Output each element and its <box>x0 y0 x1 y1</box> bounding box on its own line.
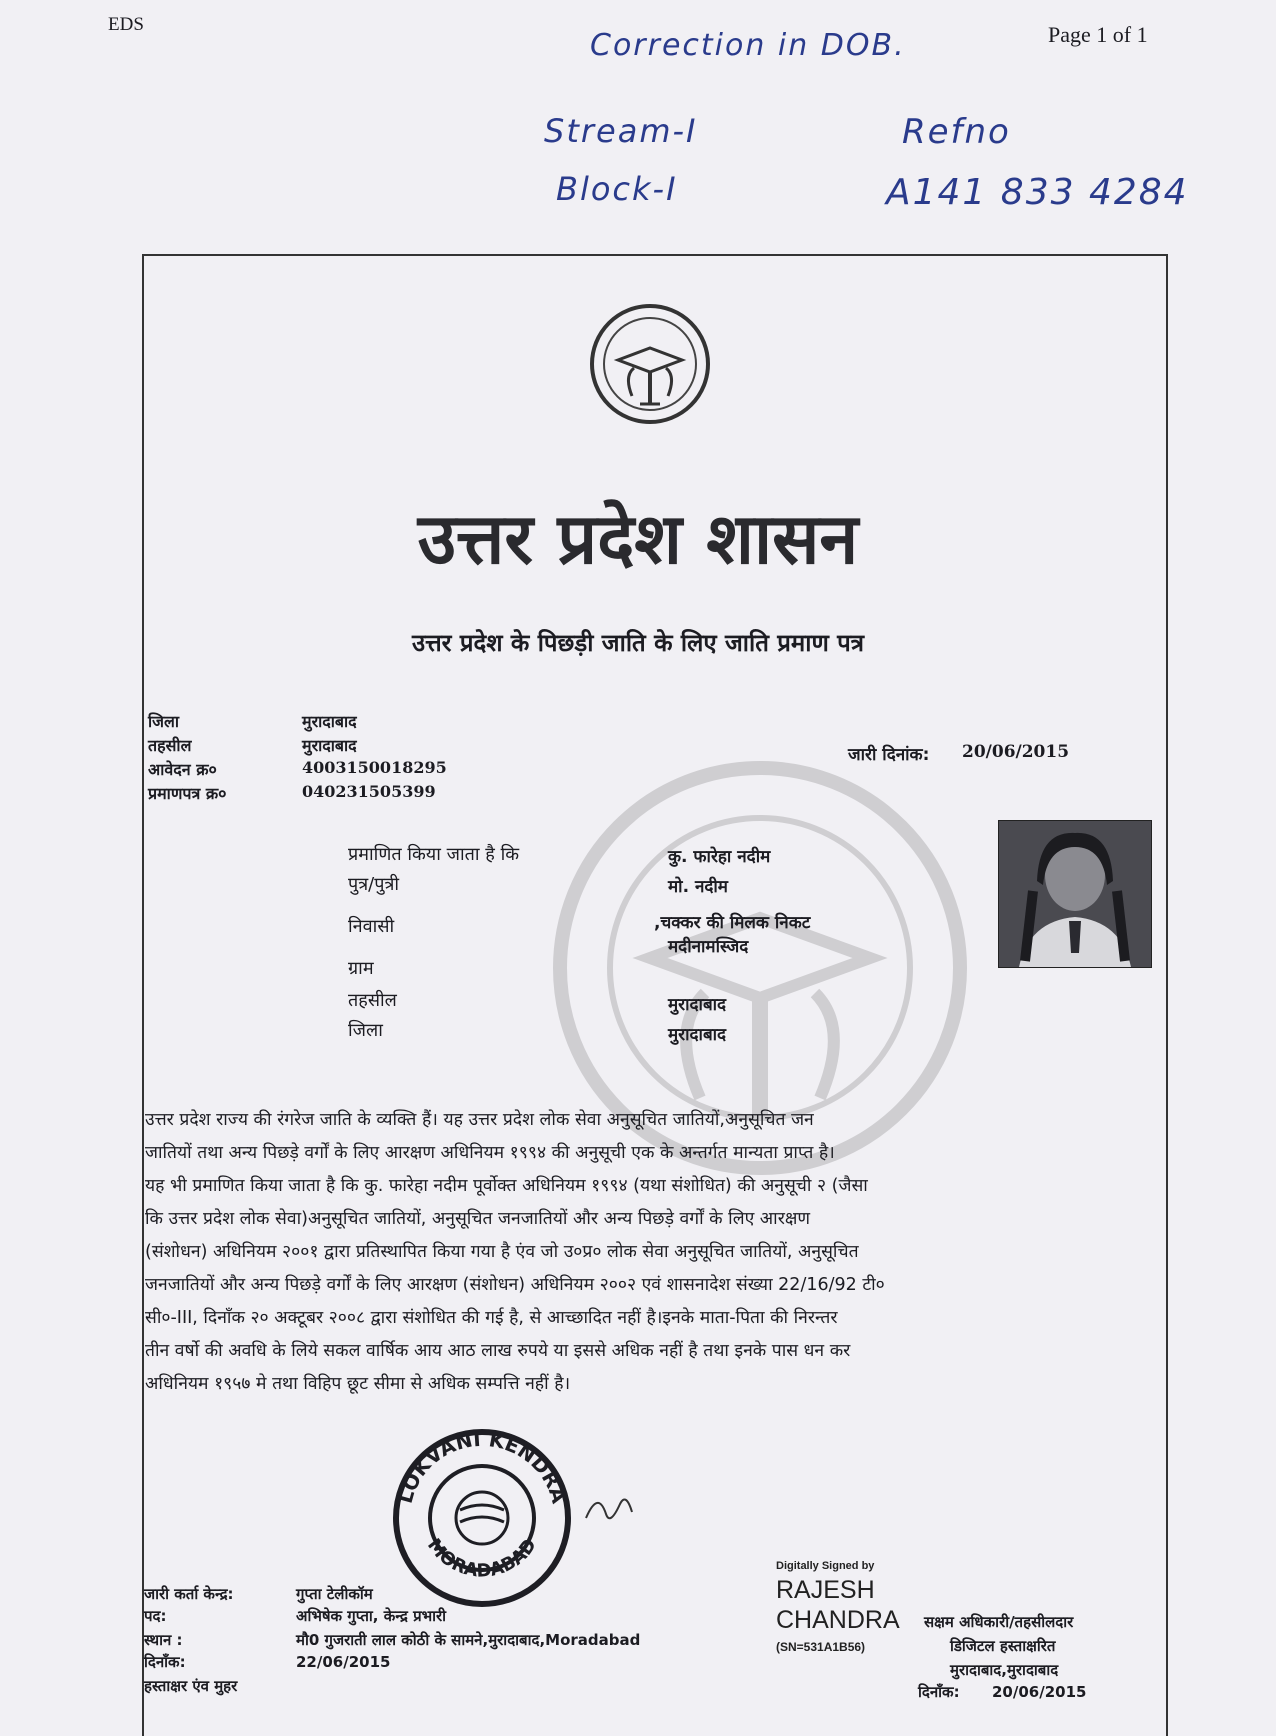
meta-label-certificate-no: प्रमाणपत्र क्र० <box>148 784 227 803</box>
paragraph-line: उत्तर प्रदेश राज्य की रंगरेज जाति के व्यक्ति हैं। यह उत्तर प्रदेश लोक सेवा अनुसूचित जातियों,अनुसूचित जन <box>145 1110 814 1130</box>
field-value-tehsil: मुरादाबाद <box>668 995 727 1015</box>
meta-value-application-no: 4003150018295 <box>302 758 447 777</box>
footer-label-post: पद: <box>144 1607 167 1625</box>
paragraph-line: सी०-III, दिनाँक २० अक्टूबर २००८ द्वारा संशोधित की गई है, से आच्छादित नहीं है।इनके माता-पिता की निरन्तर <box>145 1308 838 1328</box>
footer-label-date: दिनाँक: <box>144 1653 186 1671</box>
state-emblem-icon <box>574 300 726 428</box>
field-label-certified: प्रमाणित किया जाता है कि <box>348 844 520 865</box>
meta-label-tehsil: तहसील <box>148 736 192 755</box>
lokvani-kendra-stamp <box>382 1418 582 1608</box>
paragraph-line: तीन वर्षो की अवधि के लिये सकल वार्षिक आय आठ लाख रुपये या इससे अधिक नहीं है तथा इनके पास धन कर <box>145 1341 851 1361</box>
handwritten-note-block: Block-I <box>556 170 678 208</box>
document-title: उत्तर प्रदेश शासन <box>417 498 859 580</box>
digital-sign-name-first: RAJESH <box>776 1576 875 1604</box>
svg-text:MORADABAD <box>423 1535 541 1582</box>
certificate-paragraph <box>145 1104 1125 1401</box>
officer-location: मुरादाबाद,मुरादाबाद <box>950 1661 1059 1679</box>
paragraph-line: यह भी प्रमाणित किया जाता है कि कु. फारेहा नदीम पूर्वोक्त अधिनियम १९९४ (यथा संशोधित) की अनुसूची २ (जैसा <box>145 1176 868 1196</box>
field-label-resident: निवासी <box>348 916 395 937</box>
digital-sign-name-last: CHANDRA <box>776 1606 900 1634</box>
paragraph-line: जातियों तथा अन्य पिछड़े वर्गों के लिए आरक्षण अधिनियम १९९४ की अनुसूची एक के अन्तर्गत मान्यता प्राप्त है। <box>145 1143 835 1163</box>
handwritten-note-refno: A141 833 4284 <box>886 172 1189 213</box>
meta-label-application-no: आवेदन क्र० <box>148 760 217 779</box>
meta-value-tehsil: मुरादाबाद <box>302 736 357 755</box>
digital-sign-caption: Digitally Signed by <box>776 1560 875 1572</box>
stamp-ring-top-text: LOKVANI KENDRA <box>392 1426 572 1506</box>
paragraph-line: अधिनियम १९५७ मे तथा विहिप छूट सीमा से अधिक सम्पत्ति नहीं है। <box>145 1374 571 1394</box>
officer-designation: सक्षम अधिकारी/तहसीलदार <box>924 1613 1074 1631</box>
footer-label-signature-seal: हस्ताक्षर एंव मुहर <box>144 1677 238 1695</box>
field-label-child-of: पुत्र/पुत्री <box>348 874 400 895</box>
meta-label-district: जिला <box>148 712 180 731</box>
officer-date-value: 20/06/2015 <box>992 1683 1087 1701</box>
field-value-address-line1: ,चक्कर की मिलक निकट <box>654 913 811 933</box>
footer-value-date: 22/06/2015 <box>296 1653 391 1671</box>
field-label-village: ग्राम <box>348 958 374 979</box>
footer-value-post: अभिषेक गुप्ता, केन्द्र प्रभारी <box>296 1607 447 1625</box>
field-value-name: कु. फारेहा नदीम <box>668 847 771 867</box>
paragraph-line: जनजातियों और अन्य पिछड़े वर्गों के लिए आरक्षण (संशोधन) अधिनियम २००२ एवं शासनादेश संख्या 22/16/92 टी० <box>145 1275 885 1295</box>
handwritten-note-correction: Correction in DOB. <box>590 28 906 63</box>
field-value-address-line2: मदीनामस्जिद <box>668 937 749 957</box>
field-value-district: मुरादाबाद <box>668 1025 727 1045</box>
field-value-parent: मो. नदीम <box>668 877 728 897</box>
issue-date-value: 20/06/2015 <box>962 742 1070 762</box>
footer-label-place: स्थान : <box>144 1631 183 1649</box>
handwritten-note-refno-label: Refno <box>902 112 1011 152</box>
issue-date-label: जारी दिनांक: <box>848 745 930 765</box>
footer-value-place: मौ0 गुजराती लाल कोठी के सामने,मुरादाबाद,Moradabad <box>296 1631 641 1649</box>
paragraph-line: कि उत्तर प्रदेश लोक सेवा)अनुसूचित जातियों, अनुसूचित जनजातियों और अन्य पिछड़े वर्गों के लिए आरक्षण <box>145 1209 811 1229</box>
paragraph-line: (संशोधन) अधिनियम २००१ द्वारा प्रतिस्थापित किया गया है एंव जो उ०प्र० लोक सेवा अनुसूचित जातियों, अनुसूचित <box>145 1242 859 1262</box>
applicant-photo <box>998 820 1152 968</box>
footer-label-issuing-center: जारी कर्ता केन्द्र: <box>144 1585 234 1603</box>
handwritten-note-stream: Stream-I <box>544 112 698 150</box>
officer-date-label: दिनाँक: <box>918 1683 960 1701</box>
field-label-district: जिला <box>348 1020 383 1041</box>
footer-value-issuing-center: गुप्ता टेलीकॉम <box>296 1585 373 1603</box>
handwritten-signature-icon <box>580 1484 640 1534</box>
stamp-ring-bottom-text: MORADABAD <box>423 1534 541 1582</box>
field-label-tehsil: तहसील <box>348 990 397 1011</box>
officer-digital-signed: डिजिटल हस्ताक्षरित <box>950 1637 1056 1655</box>
page-indicator: Page 1 of 1 <box>1048 22 1148 47</box>
document-subtitle: उत्तर प्रदेश के पिछड़ी जाति के लिए जाति प्रमाण पत्र <box>411 629 865 657</box>
meta-value-district: मुरादाबाद <box>302 712 357 731</box>
digital-sign-serial: (SN=531A1B56) <box>776 1640 866 1654</box>
header-code: EDS <box>108 14 144 35</box>
meta-value-certificate-no: 040231505399 <box>302 782 436 801</box>
